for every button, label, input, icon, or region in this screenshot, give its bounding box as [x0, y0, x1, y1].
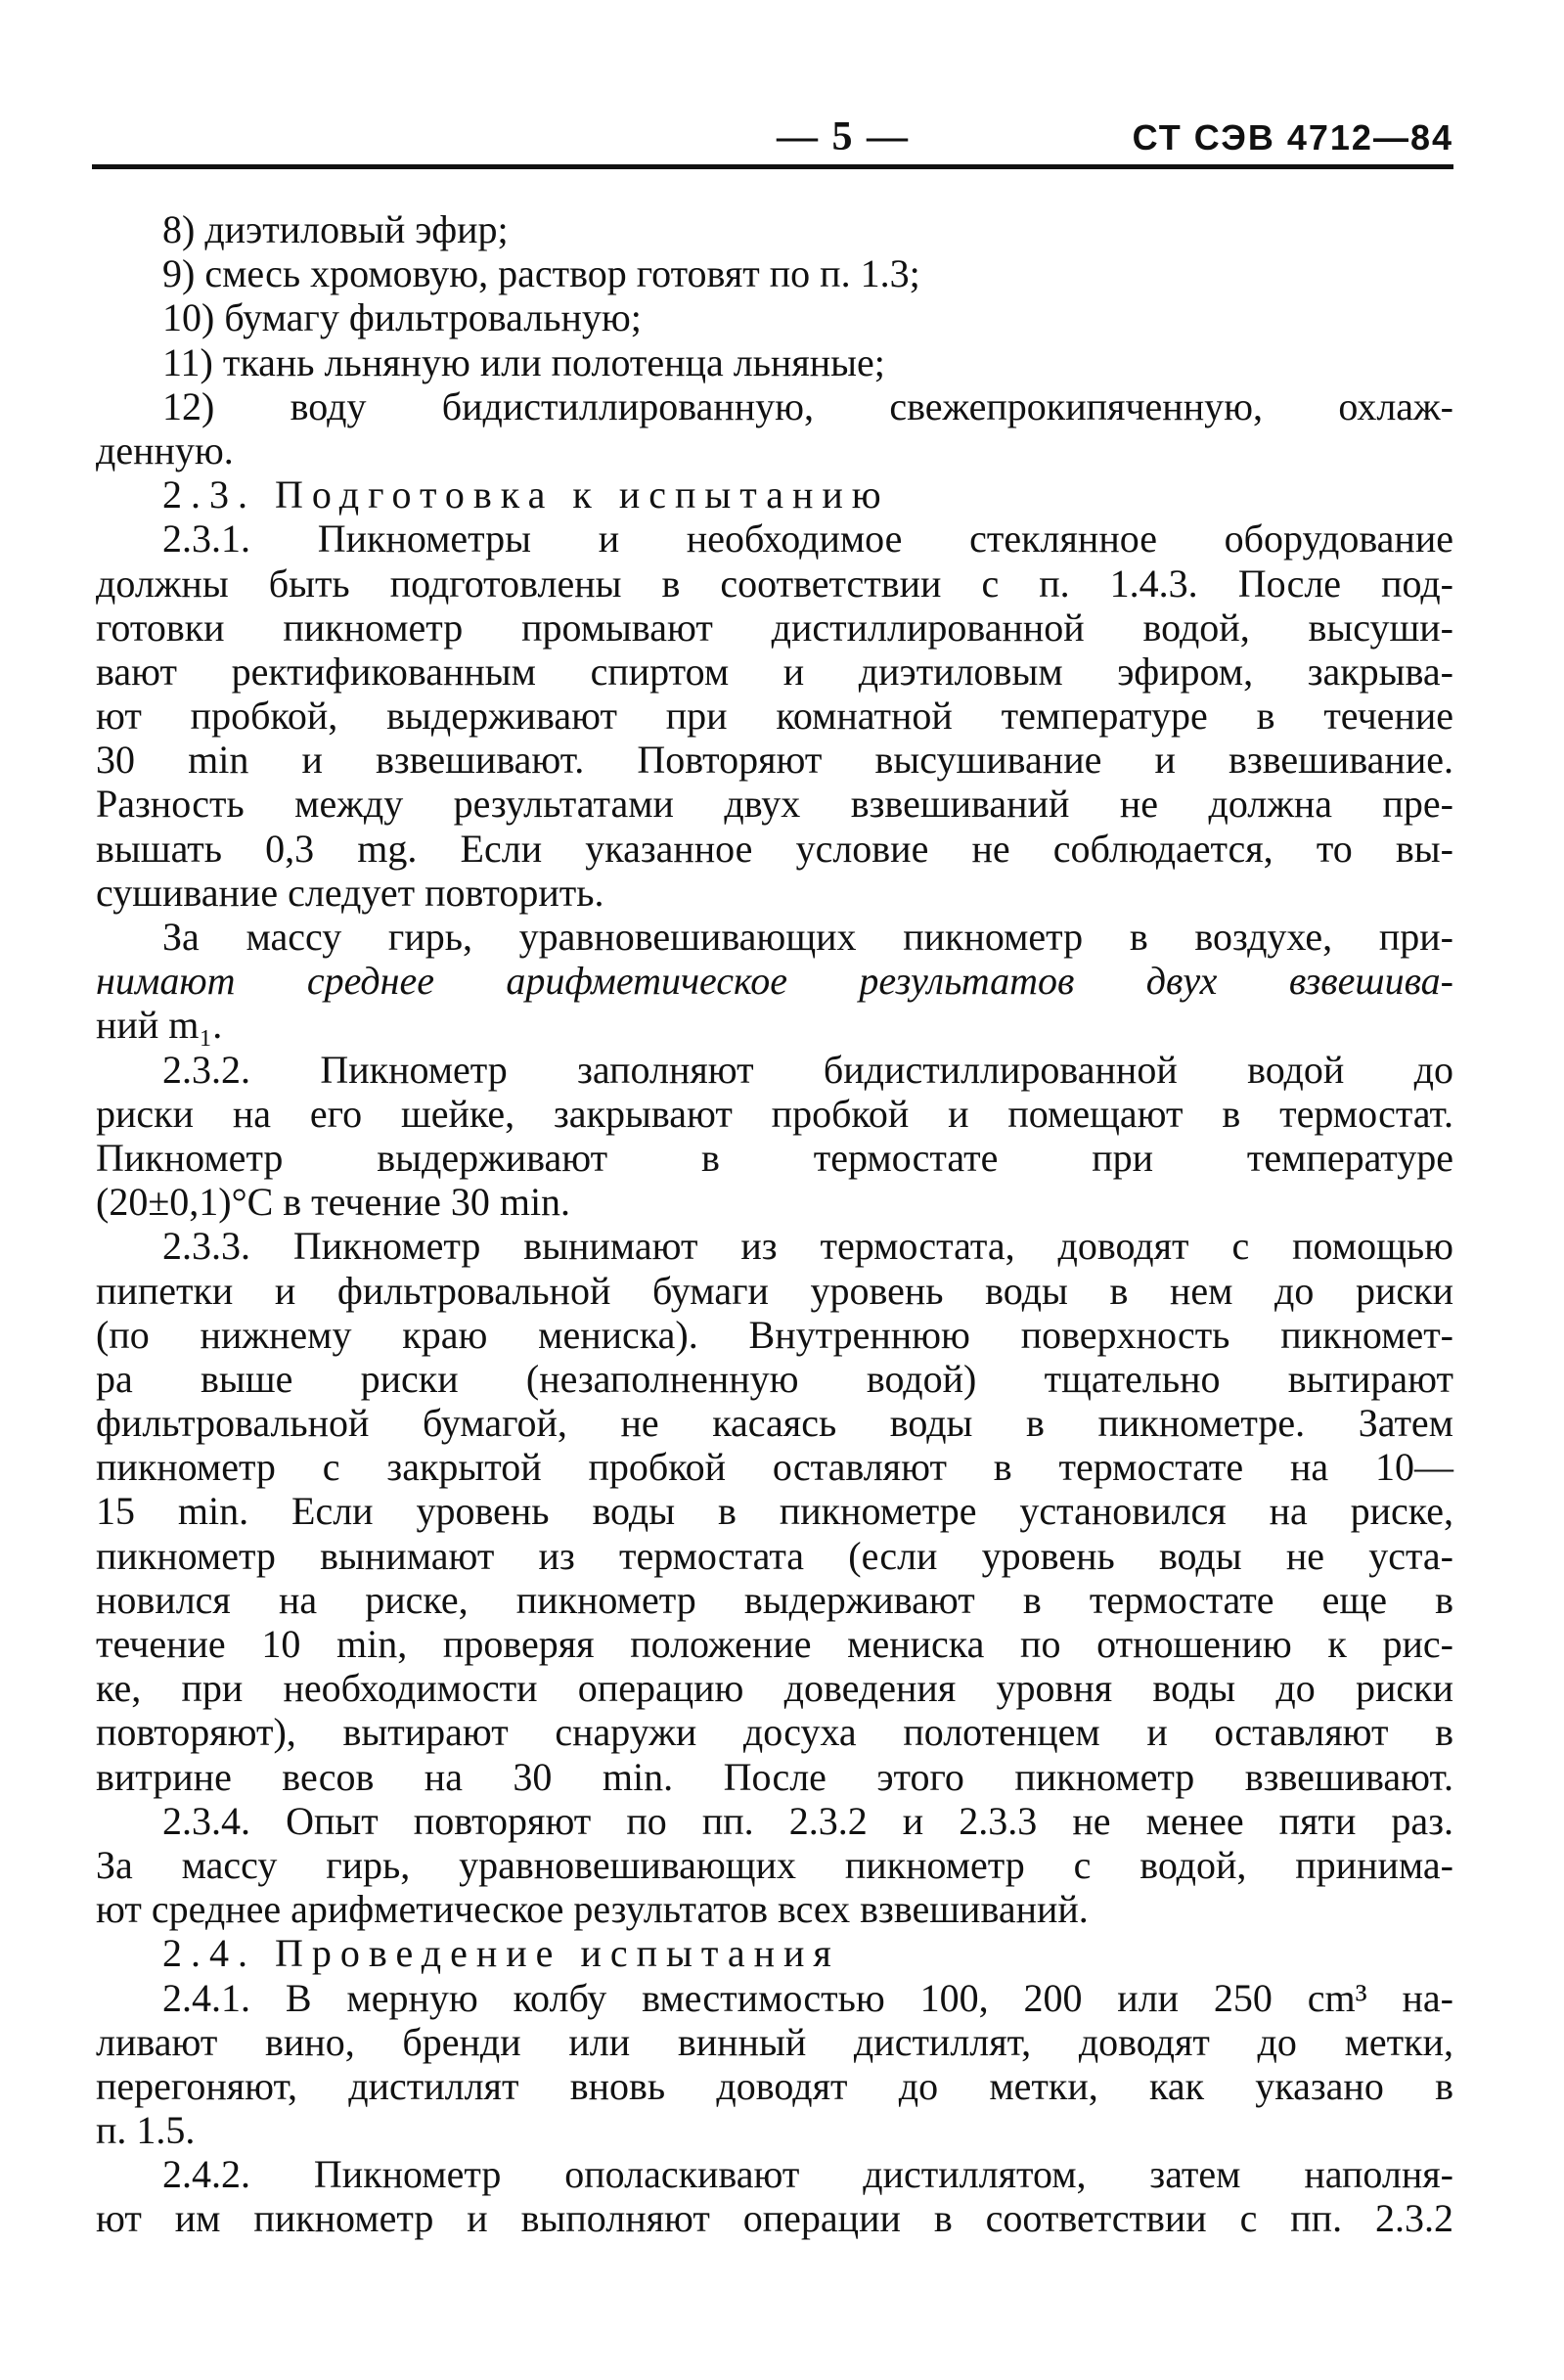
- header-rule: [92, 164, 1453, 169]
- text-line: пикнометр с закрытой пробкой оставляют в термостате на 10—: [96, 1445, 1453, 1490]
- text-line: 2.3.4. Опыт повторяют по пп. 2.3.2 и 2.3.3 не менее пяти раз.: [162, 1798, 1453, 1843]
- text-line: За массу гирь, уравновешивающих пикнометр с водой, принима-: [96, 1842, 1453, 1887]
- text-line: ют среднее арифметическое результатов всех взвешиваний.: [96, 1887, 1089, 1932]
- text-line: ке, при необходимости операцию доведения уровня воды до риски: [96, 1666, 1453, 1711]
- text-line: 9) смесь хромовую, раствор готовят по п. 1.3;: [162, 251, 920, 296]
- page-number: — 5 —: [777, 114, 910, 159]
- text-line: 8) диэтиловый эфир;: [162, 207, 509, 251]
- text-line: ра выше риски (незаполненную водой) тщательно вытирают: [96, 1356, 1453, 1401]
- text-line: риски на его шейке, закрывают пробкой и помещают в термостат.: [96, 1091, 1453, 1136]
- text-line: вают ректификованным спиртом и диэтиловым эфиром, закрыва-: [96, 649, 1453, 694]
- text-line: 12) воду бидистиллированную, свежепрокипяченную, охлаж-: [162, 383, 1453, 428]
- page-header: [92, 113, 1453, 162]
- text-line: 15 min. Если уровень воды в пикнометре установился на риске,: [96, 1489, 1453, 1534]
- text-line: пикнометр вынимают из термостата (если уровень воды не уста-: [96, 1533, 1453, 1578]
- text-line: 2.3. Подготовка к испытанию: [162, 472, 890, 517]
- text-line: 2.3.3. Пикнометр вынимают из термостата, доводят с помощью: [162, 1224, 1453, 1269]
- body-text: [96, 207, 1453, 2241]
- text-line: п. 1.5.: [96, 2108, 196, 2153]
- text-line: ливают вино, бренди или винный дистиллят, доводят до метки,: [96, 2019, 1453, 2064]
- text-line: ют им пикнометр и выполняют операции в соответствии с пп. 2.3.2: [96, 2196, 1453, 2241]
- text-line: 2.3.2. Пикнометр заполняют бидистиллированной водой до: [162, 1047, 1453, 1092]
- text-line: витрине весов на 30 min. После этого пикнометр взвешивают.: [96, 1754, 1453, 1799]
- text-line: (20±0,1)°С в течение 30 min.: [96, 1180, 571, 1225]
- text-line: 2.3.1. Пикнометры и необходимое стеклянное оборудование: [162, 516, 1453, 561]
- text-line: течение 10 min, проверяя положение мениска по отношению к рис-: [96, 1622, 1453, 1666]
- text-line: Пикнометр выдерживают в термостате при температуре: [96, 1135, 1453, 1180]
- text-line: За массу гирь, уравновешивающих пикнометр в воздухе, при-: [162, 915, 1453, 959]
- text-line: пипетки и фильтровальной бумаги уровень воды в нем до риски: [96, 1268, 1453, 1313]
- text-line: ют пробкой, выдерживают при комнатной температуре в течение: [96, 694, 1453, 739]
- text-line: должны быть подготовлены в соответствии с п. 1.4.3. После под-: [96, 561, 1453, 606]
- text-line: готовки пикнометр промывают дистиллированной водой, высуши-: [96, 605, 1453, 650]
- text-line: 2.4.1. В мерную колбу вместимостью 100, 200 или 250 cm³ на-: [162, 1975, 1453, 2020]
- text-line: повторяют), вытирают снаружи досуха полотенцем и оставляют в: [96, 1710, 1453, 1755]
- text-line: 11) ткань льняную или полотенца льняные;: [162, 339, 885, 384]
- text-line: ний m₁.: [96, 1003, 223, 1048]
- text-line: 2.4.2. Пикнометр ополаскивают дистиллятом, затем наполня-: [162, 2152, 1453, 2197]
- document-code: СТ СЭВ 4712—84: [1132, 117, 1453, 157]
- text-line: Разность между результатами двух взвешиваний не должна пре-: [96, 782, 1453, 827]
- text-line: нимают среднее арифметическое результатов двух взвешива-: [96, 959, 1453, 1004]
- text-line: денную.: [96, 427, 234, 472]
- text-line: 30 min и взвешивают. Повторяют высушивание и взвешивание.: [96, 738, 1453, 783]
- text-line: перегоняют, дистиллят вновь доводят до метки, как указано в: [96, 2063, 1453, 2108]
- text-line: фильтровальной бумагой, не касаясь воды в пикнометре. Затем: [96, 1401, 1453, 1446]
- text-line: сушивание следует повторить.: [96, 870, 604, 915]
- text-line: (по нижнему краю мениска). Внутреннюю поверхность пикномет-: [96, 1312, 1453, 1357]
- text-line: 10) бумагу фильтровальную;: [162, 295, 642, 340]
- text-line: новился на риске, пикнометр выдерживают в термостате еще в: [96, 1577, 1453, 1622]
- text-line: вышать 0,3 mg. Если указанное условие не соблюдается, то вы-: [96, 826, 1453, 871]
- text-line: 2.4. Проведение испытания: [162, 1931, 840, 1976]
